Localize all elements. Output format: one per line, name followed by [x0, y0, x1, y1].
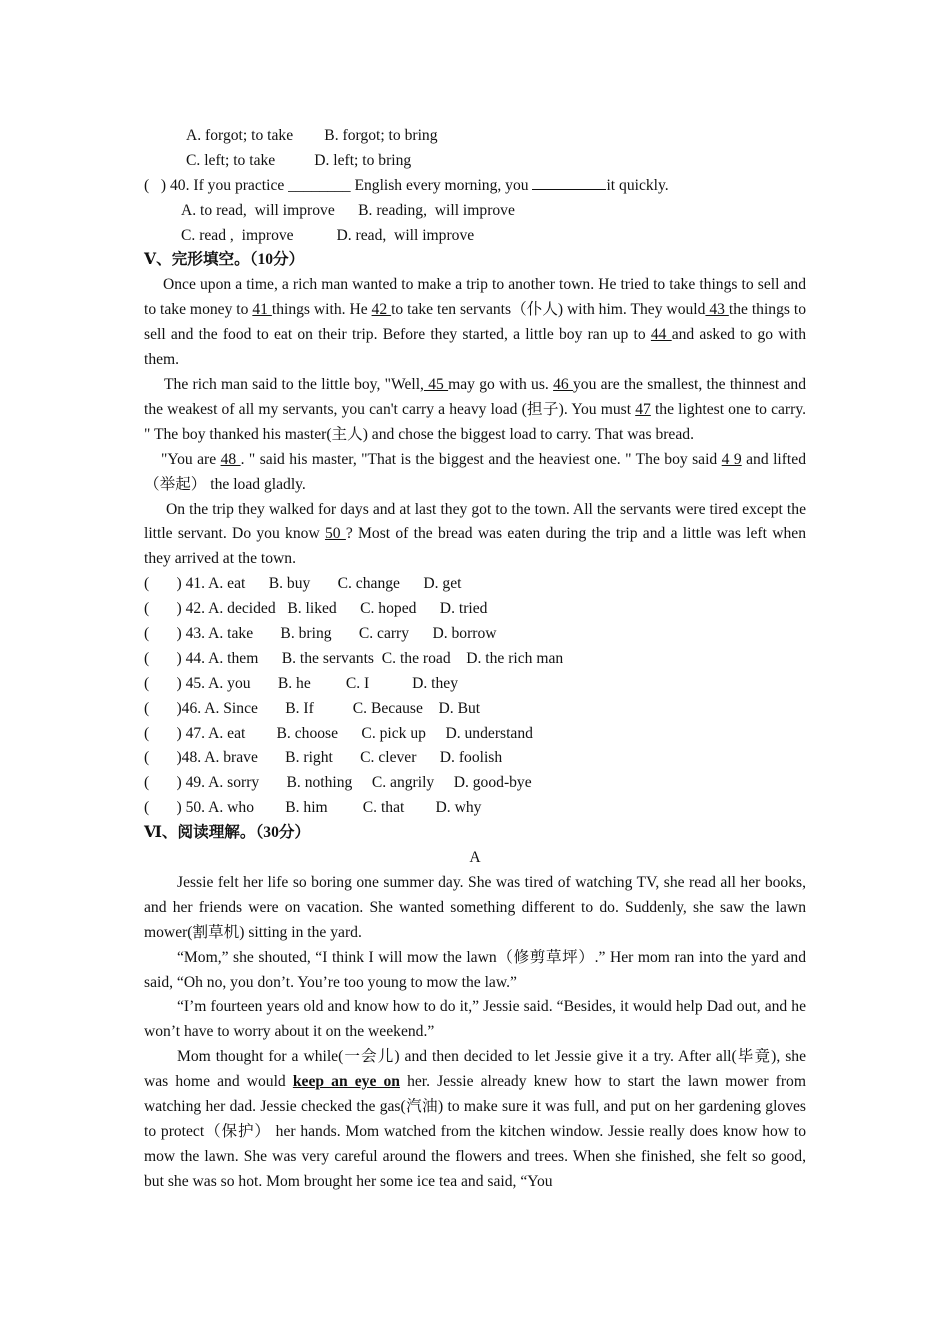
q39-options-line-2: C. left; to take D. left; to bring — [186, 151, 412, 169]
cloze-text: may go with us. — [448, 375, 554, 393]
q40-text: ( ) 40. If you practice ________ English every morning, you — [144, 176, 533, 194]
question-50: ( ) 50. A. who B. him C. that D. why — [144, 799, 482, 817]
cloze-text: The rich man said to the little boy, "Well, — [164, 375, 424, 393]
cloze-text: the lightest one to carry. " The boy thanked his master(主人) and chose the biggest load to carry. That was bread. — [144, 400, 807, 443]
blank-41: 41 — [252, 301, 272, 319]
section-5-heading: Ⅴ、完形填空。（10分） — [144, 251, 305, 269]
cloze-paragraph-1 — [144, 273, 806, 373]
question-40 — [144, 174, 806, 199]
cloze-text: things with. He — [271, 301, 372, 319]
reading-text: Mom thought for a while(一会儿) and then decided to let Jessie give it a try. After all(毕竟), she was home and would — [144, 1048, 806, 1091]
cloze-paragraph-3 — [144, 448, 806, 498]
question-45: ( ) 45. A. you B. he C. I D. they — [144, 674, 459, 692]
reading-paragraph-2: “Mom,” she shouted, “I think I will mow the lawn（修剪草坪）.” Her mom ran into the yard and said, “Oh no, you don’t. You’re too young to mow the law.” — [144, 948, 806, 991]
blank-43: 43 — [705, 301, 729, 319]
blank-47: 47 — [635, 400, 651, 418]
question-49: ( ) 49. A. sorry B. nothing C. angrily D. good-bye — [144, 774, 532, 792]
question-41: ( ) 41. A. eat B. buy C. change D. get — [144, 575, 462, 593]
question-44: ( ) 44. A. them B. the servants C. the road D. the rich man — [144, 649, 564, 667]
question-43: ( ) 43. A. take B. bring C. carry D. borrow — [144, 625, 497, 642]
cloze-text: the things to sell and the food to eat on their trip. Before they started, a little boy ran up to — [144, 301, 806, 344]
cloze-text: ? Most of the bread was eaten during the trip and a little was left when they arrived at the town. — [144, 525, 806, 568]
cloze-text: "You are — [161, 450, 221, 468]
keep-an-eye-on-phrase: keep an eye on — [292, 1073, 400, 1091]
cloze-paragraph-2 — [144, 373, 806, 448]
cloze-text: and lifted（举起） the load gladly. — [144, 450, 806, 493]
q40-suffix: it quickly. — [606, 176, 669, 194]
cloze-text: and asked to go with them. — [144, 326, 806, 369]
section-6-heading: Ⅵ、阅读理解。（30分） — [144, 824, 311, 842]
cloze-paragraph-4 — [144, 498, 806, 573]
cloze-text: On the trip they walked for days and at last they got to the town. All the servants were tired except the little servant. Do you know — [144, 500, 806, 543]
q40-options-line-2: C. read , improve D. read, will improve — [181, 226, 475, 244]
q39-options-line-1: A. forgot; to take B. forgot; to bring — [186, 127, 438, 144]
question-46: ( )46. A. Since B. If C. Because D. But — [144, 699, 481, 717]
question-47: ( ) 47. A. eat B. choose C. pick up D. understand — [144, 724, 533, 742]
blank-49: 4 9 — [721, 450, 742, 468]
blank-46: 46 — [553, 375, 573, 393]
document-page — [144, 124, 806, 1195]
reading-paragraph-1: Jessie felt her life so boring one summer day. She was tired of watching TV, she read all her books, and her friends were on vacation. She wanted something different to do. Suddenly, she saw the lawn mower(割草机) sitting in the yard. — [144, 873, 806, 941]
cloze-text: you are the smallest, the thinnest and the weakest of all my servants, you can't carry a heavy load (担子). You must — [144, 375, 806, 418]
passage-label: A — [469, 849, 481, 867]
blank-42: 42 — [371, 301, 392, 319]
reading-paragraph-4 — [144, 1045, 806, 1194]
cloze-text: to take ten servants（仆人) with him. They would — [391, 301, 706, 319]
blank-50: 50 — [324, 525, 346, 543]
question-48: ( )48. A. brave B. right C. clever D. foolish — [144, 749, 503, 767]
reading-paragraph-3: “I’m fourteen years old and know how to do it,” Jessie said. “Besides, it would help Dad out, and he won’t have to worry about it on the weekend.” — [144, 998, 806, 1041]
q40-answer-blank — [532, 174, 606, 190]
question-42: ( ) 42. A. decided B. liked C. hoped D. tried — [144, 600, 488, 618]
blank-45: 45 — [423, 375, 449, 393]
q40-options-line-1: A. to read, will improve B. reading, will improve — [181, 201, 515, 219]
blank-44: 44 — [650, 326, 672, 344]
cloze-text: . " said his master, "That is the biggest and the heaviest one. " The boy said — [240, 450, 722, 468]
cloze-text: Once upon a time, a rich man wanted to make a trip to another town. He tried to take things to sell and to take money to — [144, 276, 806, 319]
reading-text: her. Jessie already knew how to start the lawn mower from watching her dad. Jessie checked the gas(汽油) to make sure it was full, and put on her gardening gloves to protect（保护） her hands. Mom watched from the kitchen window. Jessie really does know how to mow the lawn. She was very careful around the flowers and trees. When she finished, she felt so good, but she was so hot. Mom brought her some ice tea and said, “You — [144, 1073, 806, 1190]
blank-48: 48 — [220, 450, 241, 468]
